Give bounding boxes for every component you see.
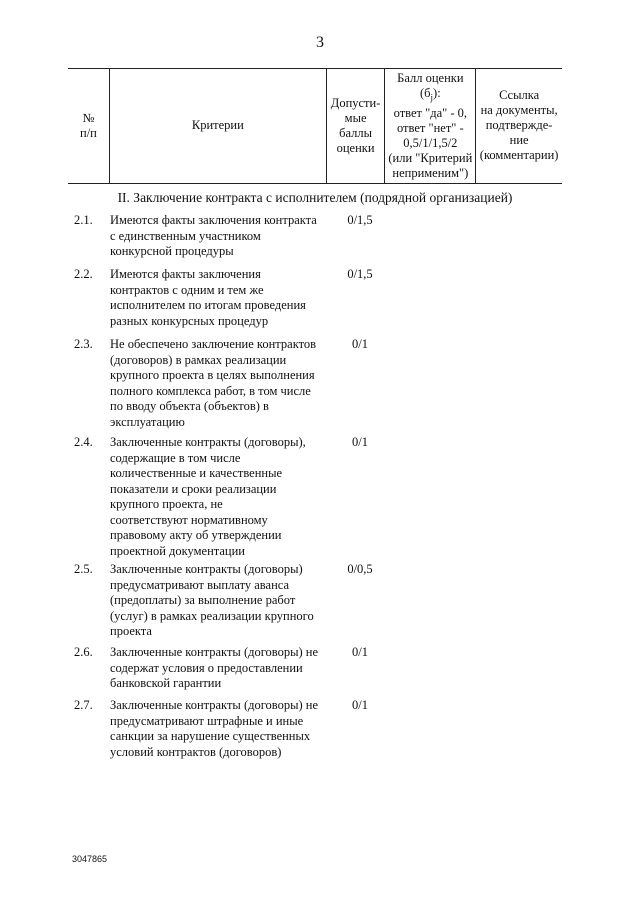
header-col-allowed-scores: Допусти- мые баллы оценки [326,69,385,183]
row-number: 2.4. [74,435,93,449]
section-title: II. Заключение контракта с исполнителем (подрядной организацией) [117,190,513,205]
row-criterion: Заключенные контракты (договоры) предусматривают выплату аванса (предоплаты) за выполнение работ (услуг) в рамках реализации крупного проекта [110,562,314,638]
header-col-number: № п/п [80,110,97,140]
row-number: 2.1. [74,213,93,227]
row-number: 2.3. [74,337,93,351]
row-allowed-score: 0/1,5 [347,213,373,227]
page-number: 3 [316,34,324,51]
row-criterion: Заключенные контракты (договоры) не предусматривают штрафные и иные санкции за нарушение существенных условий контрактов (договоров) [110,698,319,759]
row-number: 2.6. [74,645,93,659]
row-criterion: Не обеспечено заключение контрактов (договоров) в рамках реализации крупного проекта в целях выполнения полного комплекса работ, в том числе по вводу объекта (объектов) в эксплуатацию [110,337,317,429]
row-criterion: Заключенные контракты (договоры) не содержат условия о предоставлении банковской гарантии [110,645,319,690]
header-col-score: Балл оценки $(б_j)$: ответ "да" - 0, ответ "нет" - 0,5/1/1,5/2 (или "Критерий неприменим") [385,69,476,183]
criteria-table-header [68,68,562,184]
document-code: 3047865 [72,854,108,864]
row-allowed-score: 0/1 [352,698,368,712]
row-criterion: Заключенные контракты (договоры), содержащие в том числе количественные и качественные показатели и сроки реализации крупного проекта, не соответствуют нормативному правовому акту об утверждении проектной документации [110,435,306,558]
row-allowed-score: 0/1 [352,645,368,659]
row-criterion: Имеются факты заключения контрактов с одним и тем же исполнителем по итогам проведения разных конкурсных процедур [110,267,306,328]
row-allowed-score: 0/1,5 [347,267,373,281]
row-number: 2.2. [74,267,93,281]
row-allowed-score: 0/0,5 [347,562,373,576]
header-col-criteria: Критерии [109,69,326,183]
row-criterion: Имеются факты заключения контракта с единственным участником конкурсной процедуры [110,213,317,258]
row-allowed-score: 0/1 [352,337,368,351]
row-number: 2.5. [74,562,93,576]
header-col-documents-link: Ссылка на документы, подтвержде- ние (комментарии) [476,69,562,183]
row-number: 2.7. [74,698,93,712]
row-allowed-score: 0/1 [352,435,368,449]
